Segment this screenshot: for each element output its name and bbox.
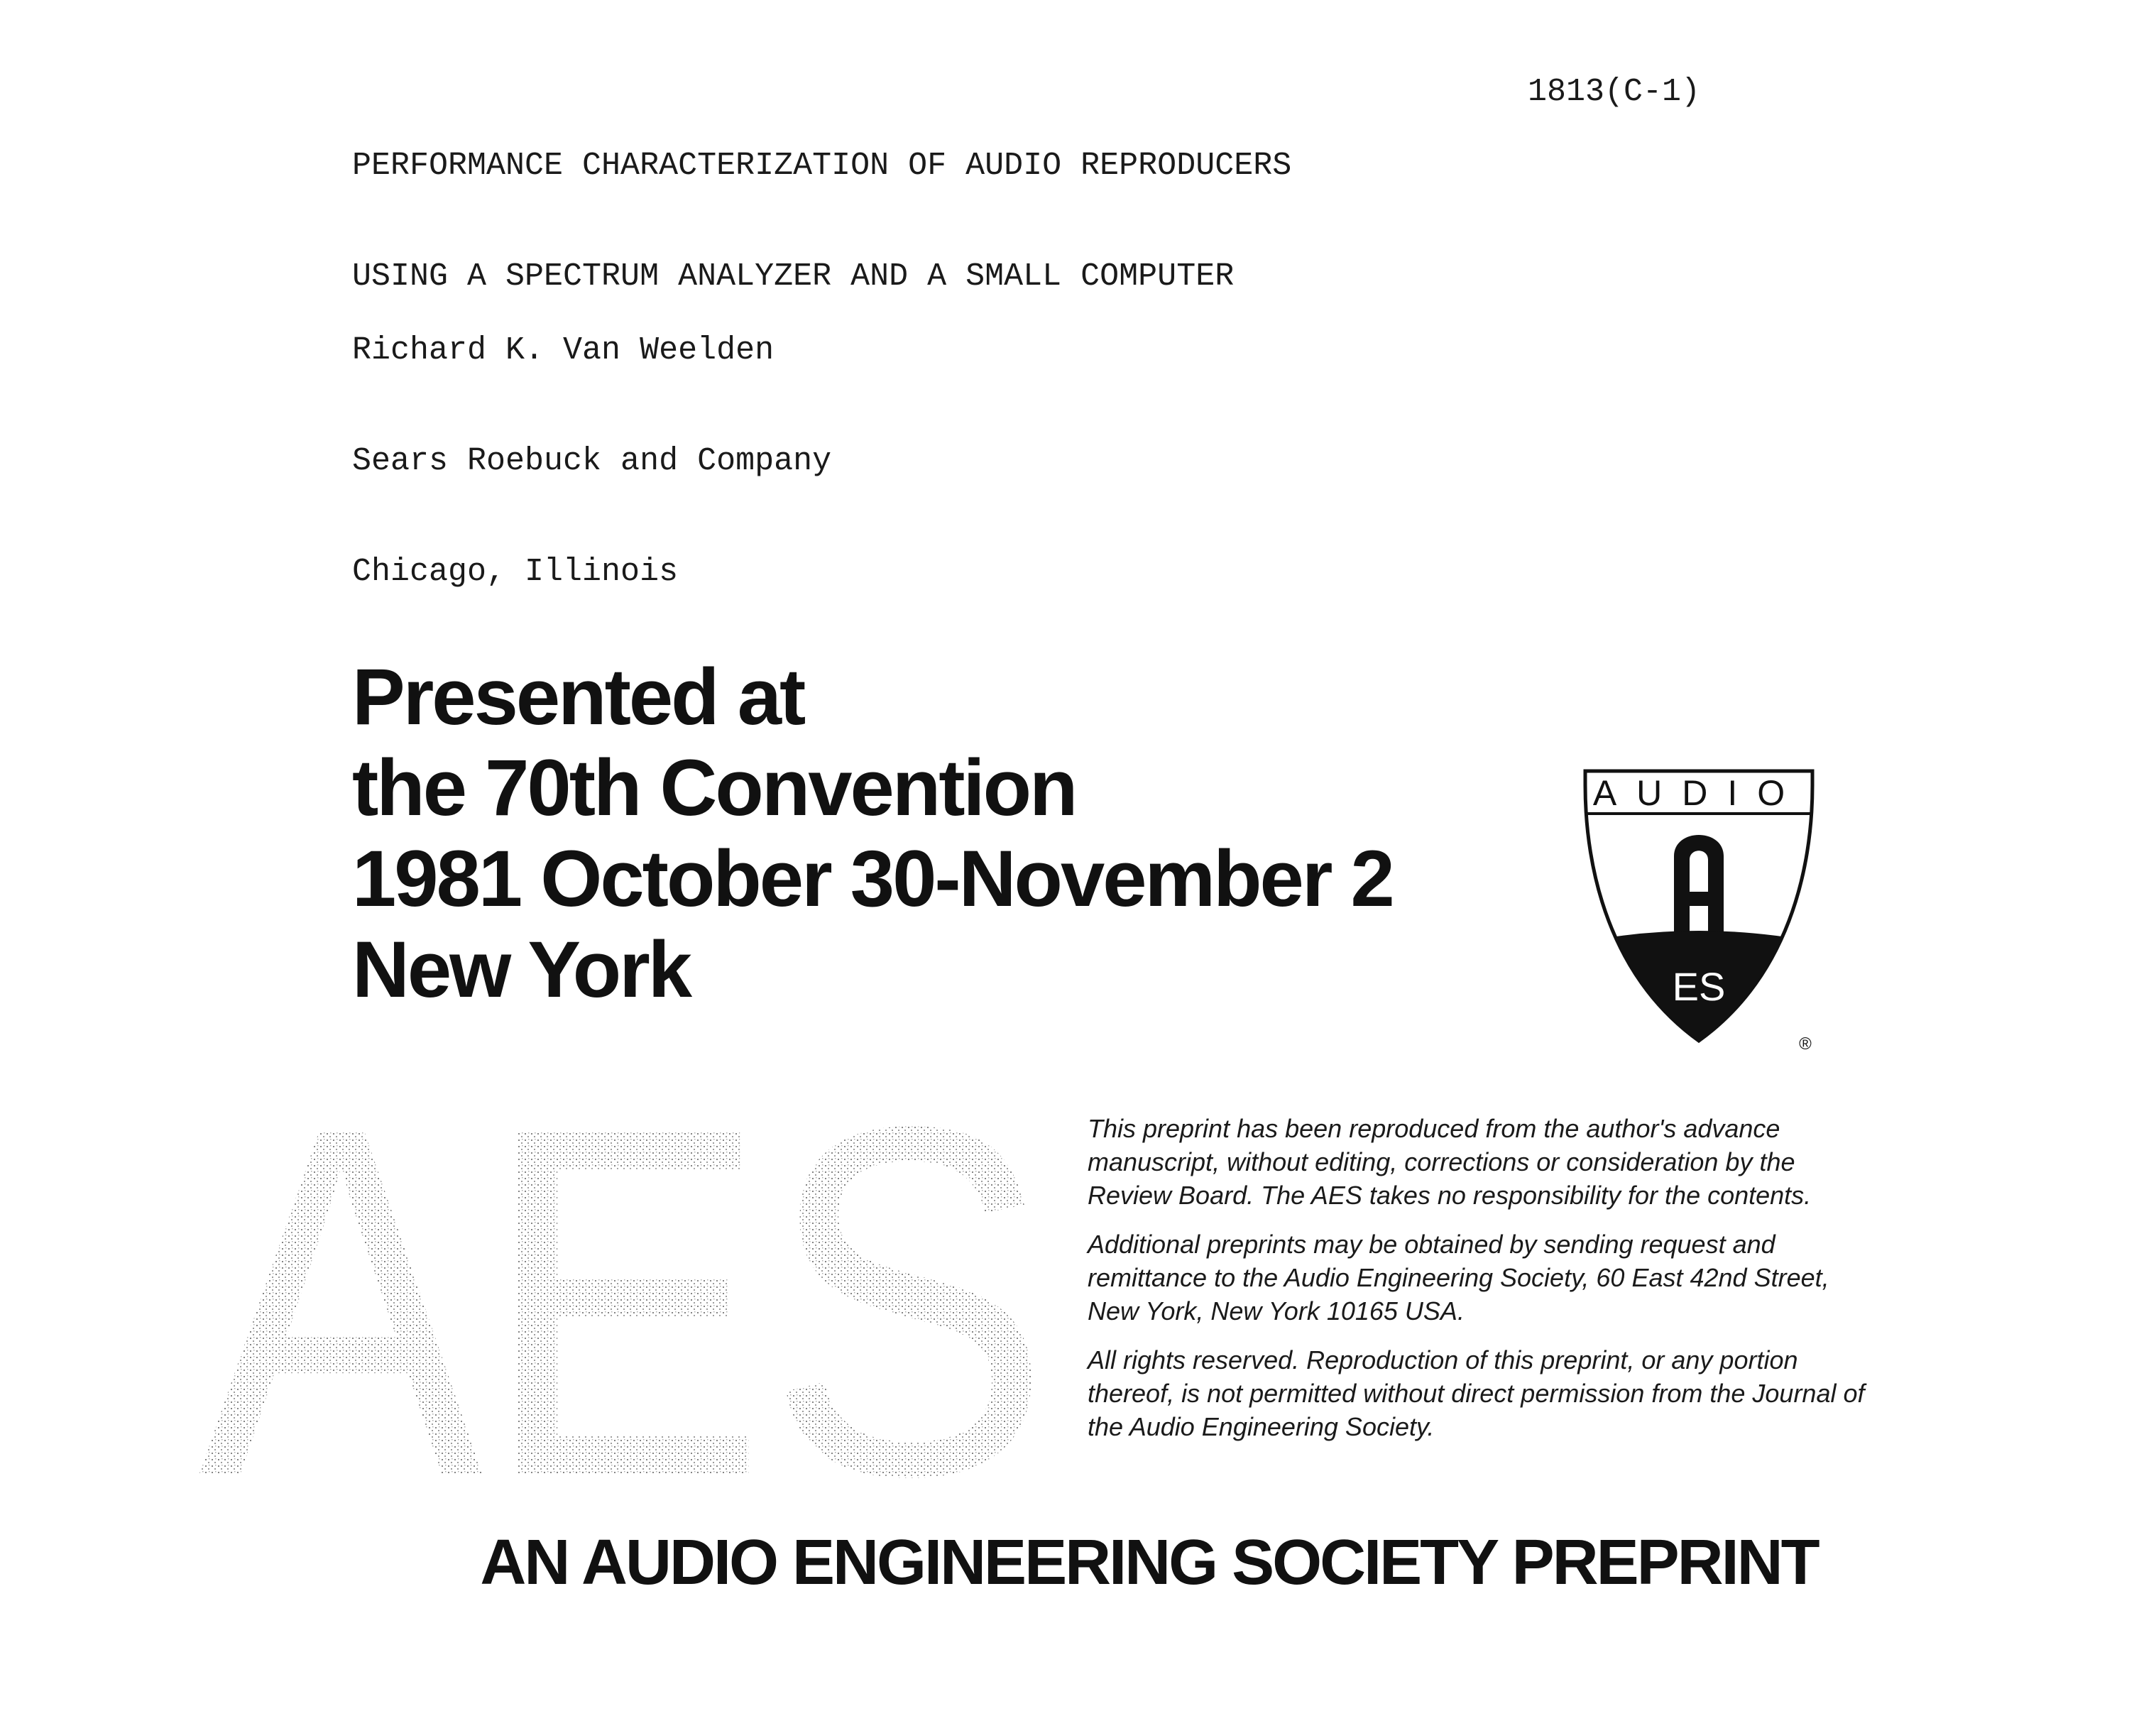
disclaimer-paragraph-ordering: Additional preprints may be obtained by sending request and remittance to the Audio Engineering Society, 60 East 42nd Street, New York, New York 10165 USA. bbox=[1088, 1230, 1829, 1326]
disclaimer-paragraph-rights: All rights reserved. Reproduction of this preprint, or any portion thereof, is not permitted without direct permission from the Journal of the Audio Engineering Society. bbox=[1088, 1345, 1865, 1441]
footer-title: AN AUDIO ENGINEERING SOCIETY PREPRINT bbox=[480, 1527, 1818, 1598]
disclaimer-block bbox=[1088, 1112, 1876, 1459]
logo-audio-text: AUDIO bbox=[1592, 773, 1805, 813]
convention-line-number: the 70th Convention bbox=[352, 743, 1076, 832]
author-name: Richard K. Van Weelden bbox=[352, 332, 775, 368]
preprint-number: 1813(C-1) bbox=[1528, 74, 1701, 110]
disclaimer-paragraph-reproduction: This preprint has been reproduced from the author's advance manuscript, without editing, corrections or consideration by the Review Board. The AES takes no responsibility for the contents. bbox=[1088, 1114, 1812, 1210]
author-organization: Sears Roebuck and Company bbox=[352, 443, 832, 479]
logo-es-text: ES bbox=[1672, 964, 1726, 1009]
convention-line-dates: 1981 October 30-November 2 bbox=[352, 834, 1393, 923]
aes-logo-icon bbox=[1567, 764, 1830, 1062]
paper-title-line-1: PERFORMANCE CHARACTERIZATION OF AUDIO REPRODUCERS bbox=[352, 148, 1292, 184]
paper-title-line-2: USING A SPECTRUM ANALYZER AND A SMALL COMPUTER bbox=[352, 258, 1235, 295]
aes-watermark-letters: AES bbox=[199, 1093, 1051, 1491]
convention-line-city: New York bbox=[352, 925, 691, 1014]
logo-registered-mark: ® bbox=[1799, 1034, 1812, 1054]
author-block bbox=[352, 258, 831, 628]
convention-line-presented: Presented at bbox=[352, 652, 804, 741]
aes-watermark bbox=[192, 1093, 1058, 1491]
author-location: Chicago, Illinois bbox=[352, 554, 679, 590]
convention-heading bbox=[352, 652, 1393, 1015]
